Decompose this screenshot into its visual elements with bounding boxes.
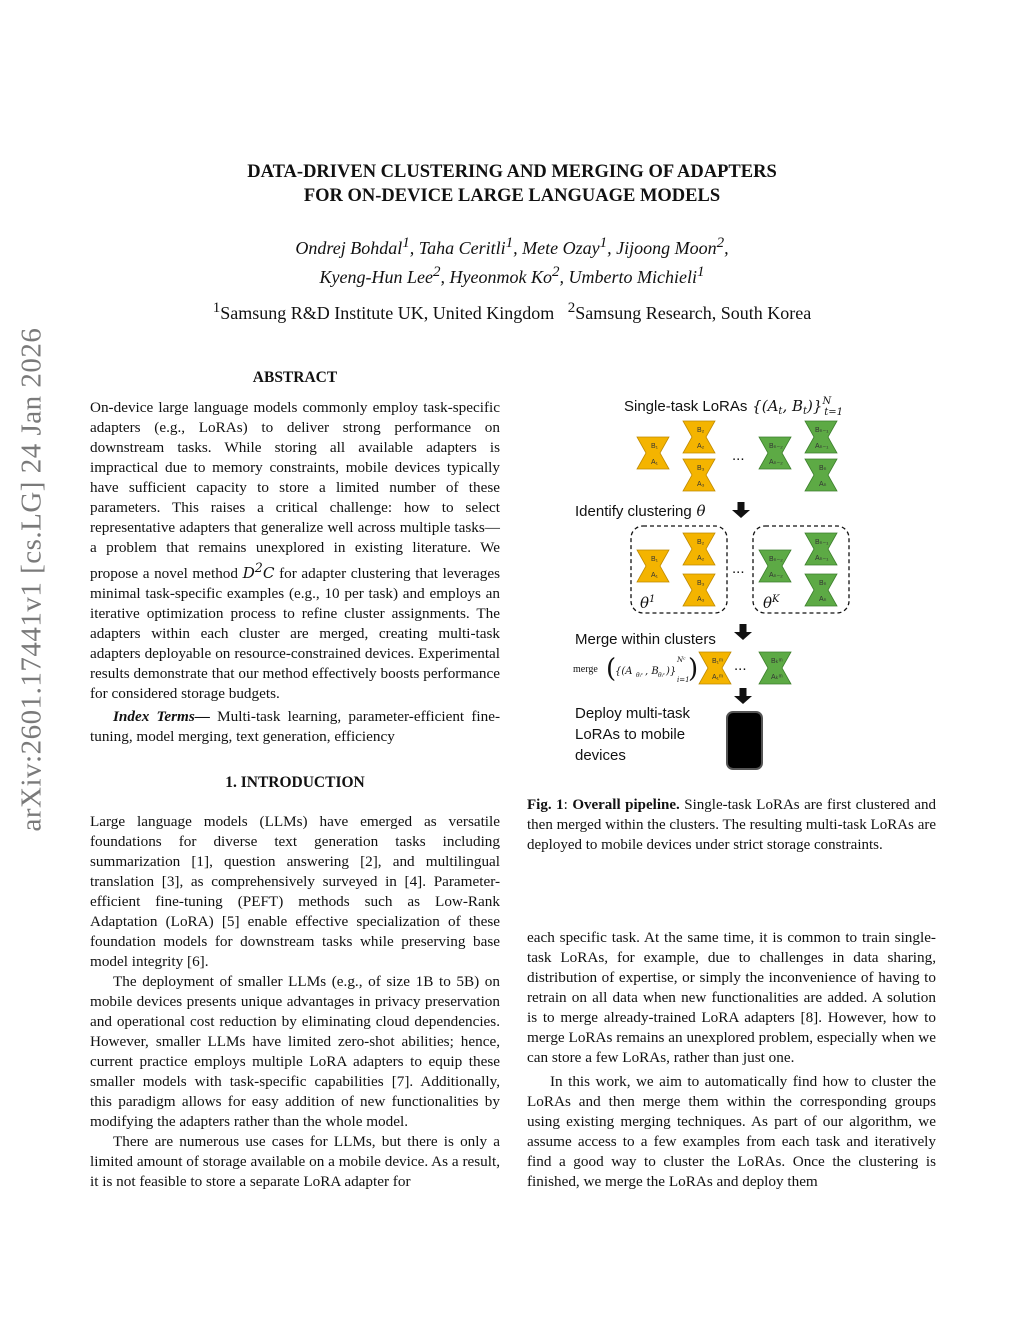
svg-text:θᵢᶜ: θᵢᶜ [636,672,643,679]
svg-text:Aₙ: Aₙ [819,596,827,603]
svg-text:B₁ᵐ: B₁ᵐ [712,658,724,665]
mobile-device-icon [727,712,762,769]
lora-adapter-1 [637,437,669,469]
affiliations: $^1$Samsung R&D Institute UK, United Kingdom $^2$Samsung Research, South Korea [212,300,812,323]
lora-adapter-n-1 [805,421,837,453]
svg-text:Bₙ₋₁: Bₙ₋₁ [815,427,829,434]
merged-adapter-k [759,652,791,684]
cluster-label-theta-1: $\theta^1$ [640,594,656,612]
author-name: Mete Ozay [522,238,600,258]
paragraph: In this work, we aim to automatically find how to cluster the LoRAs and then merge them within the corresponding groups using existing merging techniques. As part of our algorithm, we assume access to a few examples from each task and iteratively find a good way to cluster the LoRAs. Once the clustering is finished, we merge the LoRAs and deploy them [527,1073,936,1190]
index-terms: Index Terms— Multi-task learning, parameter-efficient fine-tuning, model merging, text generation, efficiency [90,708,501,745]
arrow-down-icon [734,688,752,704]
cluster-label-theta-k: $\theta^K$ [763,594,780,612]
label-identify-clustering: Identify clustering θ [575,502,706,520]
paragraph: each specific task. At the same time, it is common to train single-task LoRAs, for example, due to challenges in data sharing, distribution of expertise, or simply the inconvenience of having to retrain on all data when new functionalities are added. A solution is to merge already-trained LoRA adapters [8]. However, how to merge LoRAs remains an unexplored problem, especially when we can store a few LoRAs, rather than just one. [527,929,936,1066]
svg-text:B₂: B₂ [697,539,705,546]
svg-text:Aₙ₋₂: Aₙ₋₂ [769,572,783,579]
label-deploy-line-1: Deploy multi-task [575,705,691,722]
abstract-heading: ABSTRACT [252,369,338,386]
svg-text:B₃: B₃ [697,580,705,587]
cluster-1-adapter-3 [683,574,715,606]
merge-operator: merge [573,664,598,675]
arrow-down-icon [732,502,750,518]
caption-title: Overall pipeline. [572,797,680,813]
svg-text:Bₙ₋₁: Bₙ₋₁ [815,539,829,546]
author-line-1: Ondrej Bohdal$^1$, Taha Ceritli$^1$, Mete Ozay$^1$, Jijoong Moon$^2$, [295,235,729,258]
svg-text:B₁: B₁ [651,556,659,563]
svg-text:A₂: A₂ [697,443,705,450]
svg-text:A₁ᵐ: A₁ᵐ [712,674,724,681]
svg-text:B₃: B₃ [697,465,705,472]
title-line-1: DATA-DRIVEN CLUSTERING AND MERGING OF ADAPTERS [247,162,777,182]
author-name: Umberto Michieli [568,267,697,287]
cluster-1-adapter-2 [683,533,715,565]
lora-adapter-n-2 [759,437,791,469]
label-merge-within-clusters: Merge within clusters [575,631,716,648]
author-name: Ondrej Bohdal [295,238,403,258]
svg-text:(: ( [606,654,617,684]
svg-text:θᵢᶜ: θᵢᶜ [658,672,665,679]
svg-text:Bₖᵐ: Bₖᵐ [771,658,783,665]
svg-text:Bₙ₋₂: Bₙ₋₂ [769,443,783,450]
paper-title [0,160,1024,208]
svg-text:{(A: {(A [615,666,633,677]
svg-text:Bₙ₋₂: Bₙ₋₂ [769,556,783,563]
right-column-text [527,928,936,1192]
affiliation-1: Samsung R&D Institute UK, United Kingdom [220,303,555,323]
ellipsis: ... [732,447,745,464]
arxiv-identifier: arXiv:2601.17441v1 [cs.LG] 24 Jan 2026 [15,327,48,832]
figure-caption: Fig. 1: Overall pipeline. Single-task LoRAs are first clustered and then merged within the clusters. The resulting multi-task LoRAs are deployed to mobile devices under strict storage constraints. [527,797,936,853]
svg-text:A₃: A₃ [697,481,705,488]
svg-text:Bₙ: Bₙ [819,465,827,472]
lora-adapter-2 [683,421,715,453]
paragraph: Large language models (LLMs) have emerged as versatile foundations for diverse text generation tasks including summarization [1], question answering [2], and multilingual translation [3], as comprehensively surveyed in [4]. Parameter-efficient fine-tuning (PEFT) methods such as Low-Rank Adaptation (LoRA) [5] enable effective specialization of these foundation models for downstream tasks while preserving base model integrity [6]. [90,813,500,970]
author-list [0,231,1024,289]
paragraph: There are numerous use cases for LLMs, but there is only a limited amount of storage available on a mobile device. As a result, it is not feasible to store a separate LoRA adapter for [90,1133,500,1190]
cluster-k-adapter-n-2 [759,550,791,582]
ellipsis: ... [734,657,747,674]
paragraph: The deployment of smaller LLMs (e.g., of size 1B to 5B) on mobile devices presents unique advantages in privacy preservation and operational cost reduction by eliminating cloud dependencies. However, smaller LLMs have limited zero-shot abilities; hence, current practice employs multiple LoRA adapters to equip these smaller models with task-specific capabilities [7]. Additionally, this paradigm allows for easy addition of new functionalities by modifying the adapters rather than the whole model. [90,973,500,1130]
svg-text:Aₖᵐ: Aₖᵐ [771,674,783,681]
svg-text:Aₙ: Aₙ [819,481,827,488]
abstract-text: On-device large language models commonly employ task-specific adapters (e.g., LoRAs) to deliver strong performance on downstream tasks. While storing all available adapters is impractical due to memory constraints, mobile devices typically have sufficient capacity to store a limited number of these parameters. This raises a critical challenge: how to select representative adapters that generalize well across multiple tasks—a problem that remains unexplored in existing literature. We propose a novel method $D^2C$ for adapter clustering that leverages minimal task-specific examples (e.g., 10 per task) and employs an iterative optimization process to refine cluster assignments. The adapters within each cluster are merged, creating multi-task adapters deployable on resource-constrained devices. Experimental results demonstrate that our method effectively boosts performance for considered storage budgets. [90,399,500,703]
introduction-text [90,812,500,1192]
svg-text:Bₙ: Bₙ [819,580,827,587]
svg-text:Aₙ₋₁: Aₙ₋₁ [815,555,829,562]
title-line-2: FOR ON-DEVICE LARGE LANGUAGE MODELS [303,186,721,206]
method-name: $D^2C$ [242,560,275,583]
author-name: Jijoong Moon [616,238,717,258]
author-name: Hyeonmok Ko [449,267,552,287]
cluster-k-adapter-n [805,574,837,606]
author-line-2: Kyeng-Hun Lee$^2$, Hyeonmok Ko$^2$, Umberto Michieli$^1$ [319,264,705,287]
author-name: Kyeng-Hun Lee [319,267,433,287]
section-heading-introduction: 1. INTRODUCTION [225,774,365,791]
author-name: Taha Ceritli [418,238,506,258]
svg-text:, B: , B [645,666,659,677]
pipeline-figure [527,390,936,775]
label-deploy-line-2: LoRAs to mobile [575,726,686,743]
merged-adapter-1 [699,652,731,684]
svg-text:A₁: A₁ [651,459,659,466]
affiliation-2: Samsung Research, South Korea [575,303,812,323]
svg-text:A₂: A₂ [697,555,705,562]
svg-text:A₃: A₃ [697,596,705,603]
svg-text:Nᶜ: Nᶜ [677,656,686,664]
cluster-1-adapter-1 [637,550,669,582]
svg-text:B₂: B₂ [697,427,705,434]
label-single-task-loras: Single-task LoRAs {($A_t$, $B_t)\}^N$ t=1 [624,396,843,418]
arrow-down-icon [734,624,752,640]
svg-text:Aₙ₋₁: Aₙ₋₁ [815,443,829,450]
svg-text:): ) [688,654,699,684]
svg-text:B₁: B₁ [651,443,659,450]
svg-text:Aₙ₋₂: Aₙ₋₂ [769,459,783,466]
svg-text:A₁: A₁ [651,572,659,579]
lora-adapter-n [805,459,837,491]
svg-text:i=1: i=1 [677,676,690,684]
lora-adapter-3 [683,459,715,491]
label-deploy-line-3: devices [575,747,626,764]
cluster-k-adapter-n-1 [805,533,837,565]
ellipsis: ... [732,560,745,577]
svg-text:)}: )} [666,666,677,677]
